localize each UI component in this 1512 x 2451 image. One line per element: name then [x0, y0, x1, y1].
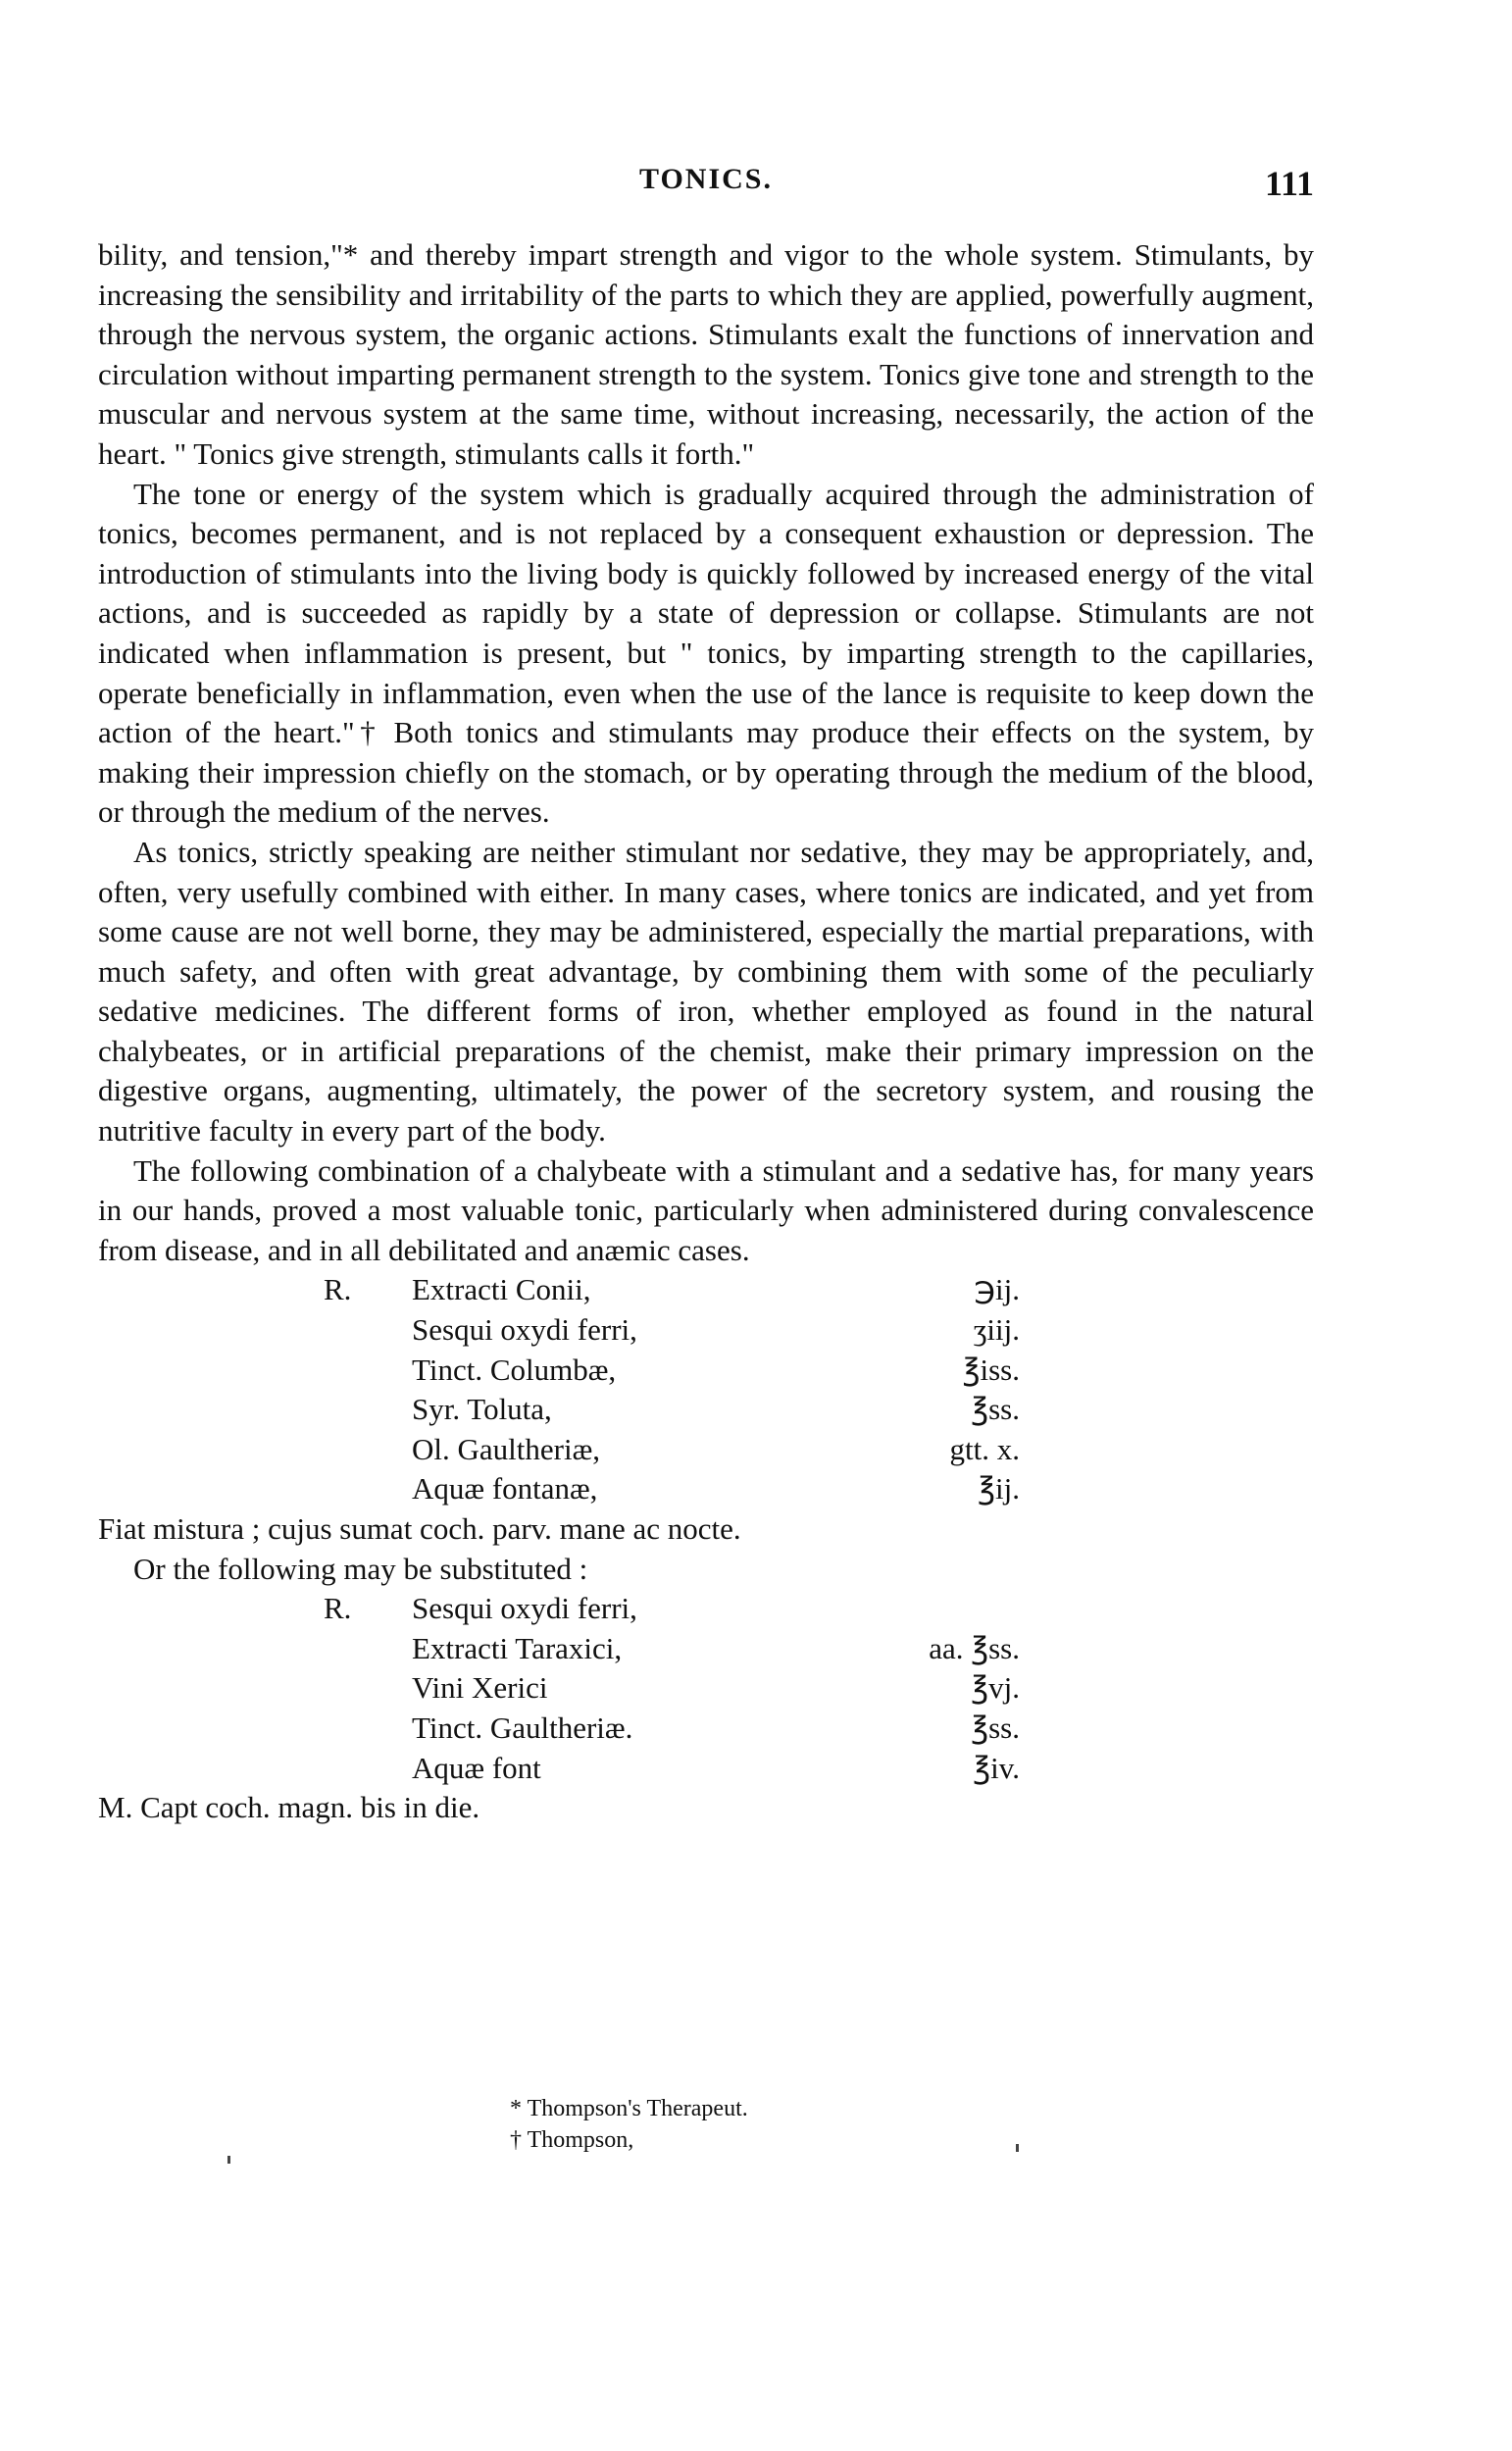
prescription-row — [98, 1430, 1314, 1470]
prescription-direction: M. Capt coch. magn. bis in die. — [98, 1790, 480, 1825]
footnote: † Thompson, — [510, 2127, 634, 2153]
paragraph-2: The tone or energy of the system which is gradually acquired through the administration of tonics, becomes permanent, and is not replaced by a consequent exhaustion or depression. The introduction of stimulants into the living body is quickly followed by increased energy of the vital actions, and is succeeded as rapidly by a state of depression or collapse. Stimulants are not indicated when inflammation is present, but " tonics, by imparting strength to the capillaries, operate beneficially in inflammation, even when the use of the lance is requisite to keep down the action of the heart."† Both tonics and stimulants may produce their effects on the system, by making their impression chiefly on the stomach, or by operating through the medium of the blood, or through the medium of the nerves. — [98, 476, 1314, 830]
prescription-row — [98, 1390, 1314, 1430]
body-text — [98, 235, 1314, 1828]
ingredient-quantity: ℥iss. — [962, 1352, 1020, 1387]
prescription-row — [98, 1668, 1314, 1709]
ingredient-name: Tinct. Gaultheriæ. — [412, 1710, 633, 1745]
ingredient-name: Sesqui oxydi ferri, — [412, 1312, 637, 1348]
prescription-row — [98, 1709, 1314, 1749]
paragraph-1: bility, and tension,"* and thereby impart strength and vigor to the whole system. Stimulants, by increasing the sensibility and irritability of the parts to which they are applied, powerfully augment, through the nervous system, the organic actions. Stimulants exalt the functions of innervation and circulation without imparting permanent strength to the system. Tonics give tone and strength to the muscular and nervous system at the same time, without increasing, necessarily, the action of the heart. " Tonics give strength, stimulants calls it forth." — [98, 237, 1314, 471]
ingredient-name: Tinct. Columbæ, — [412, 1352, 617, 1387]
ingredient-quantity: ʒiij. — [973, 1312, 1020, 1348]
footnotes — [510, 2093, 748, 2156]
ingredient-quantity: ℥iv. — [973, 1750, 1020, 1785]
print-speck — [227, 2156, 230, 2164]
paragraph-4: The following combination of a chalybeate with a stimulant and a sedative has, for many years in our hands, proved a most valuable tonic, particularly when administered during convalescence from disease, and in all debilitated and anæmic cases. — [98, 1152, 1314, 1267]
ingredient-quantity: gtt. x. — [949, 1431, 1020, 1466]
ingredient-quantity: aa. ℥ss. — [929, 1630, 1020, 1665]
prescription-row — [98, 1749, 1314, 1789]
print-speck — [1016, 2144, 1019, 2152]
ingredient-name: Vini Xerici — [412, 1670, 548, 1706]
ingredient-name: Sesqui oxydi ferri, — [412, 1591, 637, 1626]
ingredient-quantity: ℈ij. — [974, 1272, 1020, 1307]
ingredient-quantity — [902, 1589, 1020, 1629]
prescription-direction: Fiat mistura ; cujus sumat coch. parv. mane ac nocte. — [98, 1511, 741, 1546]
ingredient-name: Aquæ font — [412, 1750, 541, 1785]
prescription-row — [98, 1270, 1314, 1310]
footnote: * Thompson's Therapeut. — [510, 2096, 748, 2121]
ingredient-quantity: ℥ss. — [971, 1710, 1020, 1745]
prescription-row — [98, 1589, 1314, 1629]
ingredient-name: Aquæ fontanæ, — [412, 1471, 598, 1506]
prescription-2 — [98, 1589, 1314, 1788]
ingredient-name: Ol. Gaultheriæ, — [412, 1431, 600, 1466]
ingredient-name: Syr. Toluta, — [412, 1392, 552, 1427]
recipe-symbol: R. — [324, 1591, 352, 1626]
prescription-row — [98, 1629, 1314, 1669]
prescription-row — [98, 1351, 1314, 1391]
substitute-note: Or the following may be substituted : — [133, 1551, 588, 1586]
ingredient-quantity: ℥vj. — [971, 1670, 1020, 1706]
ingredient-name: Extracti Taraxici, — [412, 1630, 623, 1665]
recipe-symbol: R. — [324, 1272, 352, 1307]
prescription-1 — [98, 1270, 1314, 1509]
prescription-row — [98, 1310, 1314, 1351]
ingredient-name: Extracti Conii, — [412, 1272, 591, 1307]
ingredient-quantity: ℥ss. — [971, 1392, 1020, 1427]
page-number: 111 — [1264, 164, 1314, 203]
page-header — [98, 163, 1314, 202]
running-head: TONICS. — [639, 163, 773, 195]
ingredient-quantity: ℥ij. — [978, 1471, 1020, 1506]
prescription-row — [98, 1469, 1314, 1509]
paragraph-3: As tonics, strictly speaking are neither stimulant nor sedative, they may be appropriately, and, often, very usefully combined with either. In many cases, where tonics are indicated, and yet from some cause are not well borne, they may be administered, especially the martial preparations, with much safety, and often with great advantage, by combining them with some of the peculiarly sedative medicines. The different forms of iron, whether employed as found in the natural chalybeates, or in artificial preparations of the chemist, make their primary impression on the digestive organs, augmenting, ultimately, the power of the secretory system, and rousing the nutritive faculty in every part of the body. — [98, 834, 1314, 1149]
